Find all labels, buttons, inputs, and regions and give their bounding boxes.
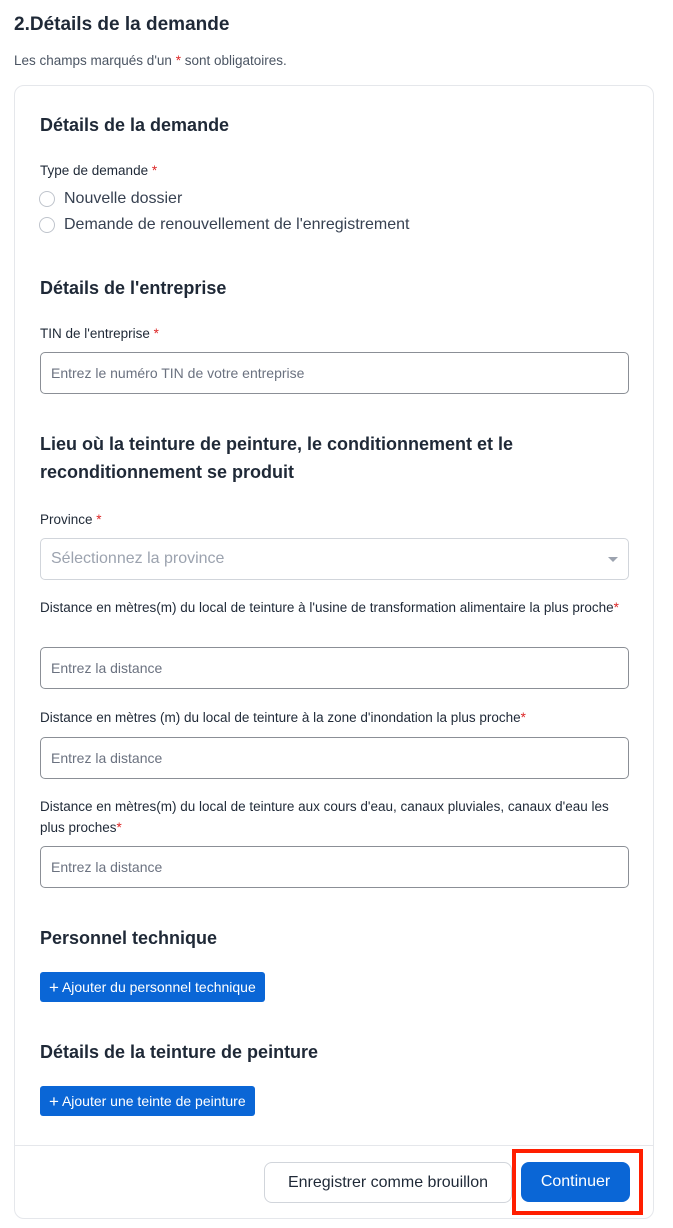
company-section-title: Détails de l'entreprise bbox=[40, 278, 227, 298]
required-star: * bbox=[175, 53, 181, 68]
tin-label: TIN de l'entreprise * bbox=[40, 326, 159, 341]
radio-circle-icon[interactable] bbox=[39, 191, 55, 207]
required-star: * bbox=[613, 600, 619, 615]
food-plant-distance-input[interactable] bbox=[40, 647, 629, 689]
province-select[interactable] bbox=[40, 538, 629, 580]
required-star: * bbox=[151, 163, 158, 178]
required-star: * bbox=[116, 820, 122, 835]
flood-zone-distance-label: Distance en mètres (m) du local de teinture à la zone d'inondation la plus proche* bbox=[40, 710, 526, 725]
footer-divider bbox=[15, 1145, 653, 1146]
caret-down-icon[interactable] bbox=[608, 557, 618, 562]
radio-label: Nouvelle dossier bbox=[64, 190, 183, 207]
request-section-title: Détails de la demande bbox=[40, 115, 230, 135]
form-card bbox=[14, 85, 654, 1219]
technical-section-title: Personnel technique bbox=[40, 928, 218, 948]
required-star: * bbox=[153, 326, 159, 341]
province-select-placeholder: Sélectionnez la province bbox=[51, 550, 225, 567]
required-star: * bbox=[520, 710, 526, 725]
location-section-title: Lieu où la teinture de peinture, le conditionnement et le reconditionnement se produit bbox=[40, 434, 514, 482]
add-technical-staff-button[interactable]: + Ajouter du personnel technique bbox=[40, 972, 265, 1002]
flood-zone-distance-input[interactable] bbox=[40, 737, 629, 779]
plus-icon: + bbox=[49, 1091, 59, 1111]
radio-circle-icon[interactable] bbox=[39, 217, 55, 233]
continue-button[interactable]: Continuer bbox=[521, 1162, 630, 1202]
page-title: 2.Détails de la demande bbox=[14, 14, 230, 35]
radio-option-renewal[interactable] bbox=[39, 216, 409, 234]
continue-highlight-box bbox=[512, 1149, 643, 1215]
province-label: Province * bbox=[40, 512, 102, 527]
tint-section-title: Détails de la teinture de peinture bbox=[40, 1042, 319, 1062]
save-draft-button[interactable]: Enregistrer comme brouillon bbox=[264, 1162, 512, 1203]
tin-input[interactable] bbox=[40, 352, 629, 394]
required-star: * bbox=[96, 512, 102, 527]
subtitle-prefix: Les champs marqués d'un bbox=[14, 53, 172, 68]
radio-label: Demande de renouvellement de l'enregistrement bbox=[64, 216, 410, 233]
subtitle-suffix: sont obligatoires. bbox=[184, 53, 287, 68]
food-plant-distance-label: Distance en mètres(m) du local de teinture à l'usine de transformation alimentaire la plus proche* bbox=[40, 600, 619, 615]
watercourse-distance-label: Distance en mètres(m) du local de teinture aux cours d'eau, canaux pluviales, canaux d'eau les plus proches* bbox=[40, 799, 609, 835]
add-tint-button[interactable]: + Ajouter une teinte de peinture bbox=[40, 1086, 255, 1116]
request-type-label: Type de demande * bbox=[40, 163, 158, 178]
watercourse-distance-input[interactable] bbox=[40, 846, 629, 888]
radio-option-new-file[interactable] bbox=[39, 190, 182, 208]
plus-icon: + bbox=[49, 977, 59, 997]
page-subtitle bbox=[14, 53, 287, 68]
